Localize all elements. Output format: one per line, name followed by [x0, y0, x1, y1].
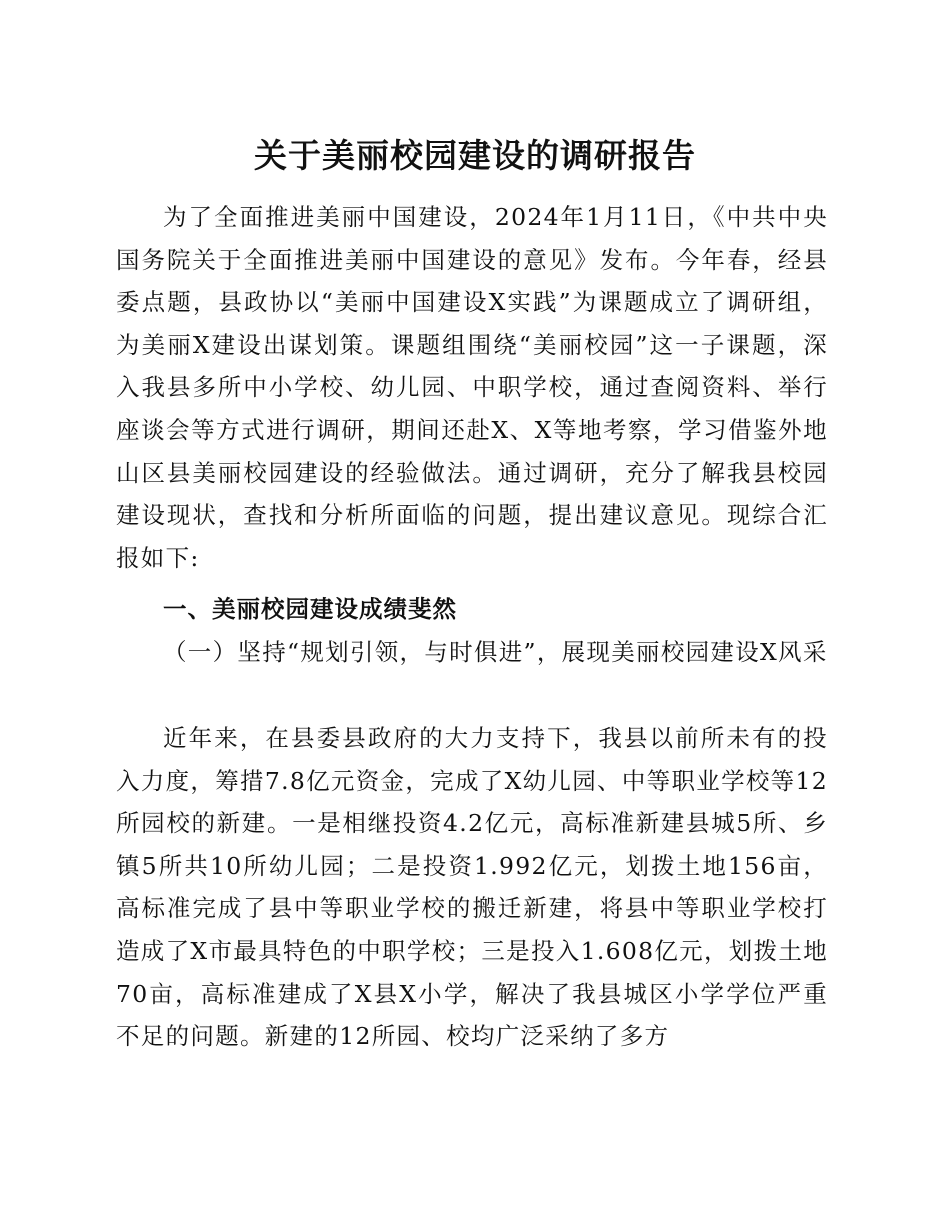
body-paragraph: 近年来，在县委县政府的大力支持下，我县以前所未有的投入力度，筹措7.8亿元资金，完成了X幼儿园、中等职业学校等12所园校的新建。一是相继投资4.2亿元，高标准新建县城5所、乡镇5所共10所幼儿园；二是投资1.992亿元，划拨土地156亩，高标准完成了县中等职业学校的搬迁新建，将县中等职业学校打造成了X市最具特色的中职学校；三是投入1.608亿元，划拨土地70亩，高标准建成了X县X小学，解决了我县城区小学学位严重不足的问题。新建的12所园、校均广泛采纳了多方 — [116, 724, 828, 1051]
subsection-heading: （一）坚持“规划引领，与时俱进”，展现美丽校园建设X风采 — [163, 638, 828, 666]
document-title: 关于美丽校园建设的调研报告 — [254, 136, 696, 175]
intro-paragraph: 为了全面推进美丽中国建设，2024年1月11日，《中共中央国务院关于全面推进美丽中国建设的意见》发布。今年春，经县委点题，县政协以“美丽中国建设X实践”为课题成立了调研组，为美丽X建设出谋划策。课题组围绕“美丽校园”这一子课题，深入我县多所中小学校、幼儿园、中职学校，通过查阅资料、举行座谈会等方式进行调研，期间还赴X、X等地考察，学习借鉴外地山区县美丽校园建设的经验做法。通过调研，充分了解我县校园建设现状，查找和分析所面临的问题，提出建议意见。现综合汇报如下: — [116, 203, 828, 572]
section-heading: 一、美丽校园建设成绩斐然 — [163, 595, 457, 623]
